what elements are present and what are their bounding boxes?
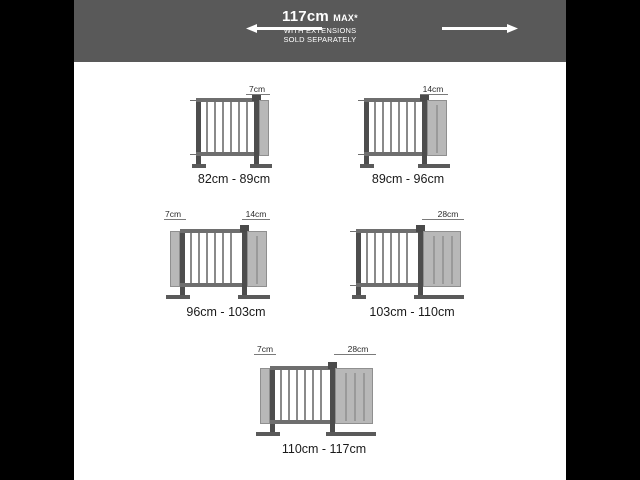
- max-width-suffix: MAX*: [333, 13, 358, 23]
- dimension-tick: [350, 285, 357, 286]
- gate-bar: [214, 233, 216, 283]
- gate-foot: [250, 164, 272, 168]
- gate-bar: [382, 102, 384, 152]
- gate-bar: [320, 370, 322, 420]
- gate-bar: [230, 102, 232, 152]
- gate-bar: [222, 233, 224, 283]
- config-5-right-label: 28cm: [347, 344, 369, 354]
- gate-foot: [326, 432, 376, 436]
- extension-bar: [256, 236, 258, 284]
- gate-foot: [414, 295, 464, 299]
- extension-right: [423, 231, 461, 287]
- extension-right: [259, 100, 269, 156]
- gate-bar: [406, 233, 408, 283]
- dimension-tick: [190, 154, 197, 155]
- gate-bar: [398, 233, 400, 283]
- config-5-left-label: 7cm: [256, 344, 274, 354]
- dimension-line: [422, 219, 464, 220]
- gate-bar: [238, 102, 240, 152]
- gate-bottom-rail: [356, 283, 422, 287]
- gate-foot: [238, 295, 270, 299]
- gate-bar: [304, 370, 306, 420]
- gate-bar: [414, 102, 416, 152]
- config-2-caption: 89cm - 96cm: [371, 172, 445, 186]
- gate-bar: [190, 233, 192, 283]
- header-subtitle: [74, 26, 566, 44]
- gate-bar: [214, 102, 216, 152]
- max-width-value: 117cm: [282, 8, 329, 25]
- gate-foot: [418, 164, 450, 168]
- dimension-line: [254, 354, 276, 355]
- gate-bar: [406, 102, 408, 152]
- gate-bar: [230, 233, 232, 283]
- header-banner: [74, 0, 566, 62]
- gate-bar: [198, 233, 200, 283]
- extension-bar: [436, 105, 438, 153]
- extension-bar: [451, 236, 453, 284]
- config-5-figure: [252, 344, 398, 438]
- dimension-line: [334, 354, 376, 355]
- dimension-tick: [190, 100, 197, 101]
- config-3-right-label: 14cm: [245, 209, 267, 219]
- config-row-2: [74, 205, 566, 330]
- config-2-right-label: 14cm: [422, 84, 444, 94]
- gate-bar: [312, 370, 314, 420]
- config-4-right-label: 28cm: [437, 209, 459, 219]
- gate-bar: [280, 370, 282, 420]
- extension-bar: [363, 373, 365, 421]
- config-1: [174, 80, 294, 200]
- header-subtitle-line2: SOLD SEPARATELY: [283, 35, 357, 44]
- config-4-caption: 103cm - 110cm: [369, 305, 455, 319]
- header-subtitle-line1: WITH EXTENSIONS: [283, 26, 357, 35]
- config-3-figure: [162, 209, 288, 301]
- config-5: [244, 340, 404, 465]
- config-3-left-label: 7cm: [164, 209, 182, 219]
- extension-left: [260, 368, 270, 424]
- dimension-line: [242, 219, 270, 220]
- gate-bar: [366, 233, 368, 283]
- config-row-3: [74, 340, 566, 465]
- gate-bar: [374, 233, 376, 283]
- extension-bar: [442, 236, 444, 284]
- gate-bar: [390, 233, 392, 283]
- gate-foot: [192, 164, 206, 168]
- dimension-tick: [350, 231, 357, 232]
- gate-bottom-rail: [364, 152, 426, 156]
- dimension-line: [420, 94, 448, 95]
- dimension-line: [246, 94, 270, 95]
- config-3-caption: 96cm - 103cm: [186, 305, 266, 319]
- gate-bar: [288, 370, 290, 420]
- extension-bar: [433, 236, 435, 284]
- extension-bar: [345, 373, 347, 421]
- gate-bar: [296, 370, 298, 420]
- gate-foot: [166, 295, 190, 299]
- dimension-line: [164, 219, 186, 220]
- gate-bottom-rail: [196, 152, 258, 156]
- gate-bar: [206, 233, 208, 283]
- config-1-caption: 82cm - 89cm: [197, 172, 271, 186]
- gate-bar: [382, 233, 384, 283]
- config-2-figure: [352, 84, 468, 168]
- gate-foot: [360, 164, 374, 168]
- gate-bar: [398, 102, 400, 152]
- config-2: [346, 80, 476, 200]
- gate-bar: [222, 102, 224, 152]
- gate-foot: [352, 295, 366, 299]
- dimension-tick: [358, 154, 365, 155]
- extension-right: [335, 368, 373, 424]
- gate-foot: [256, 432, 280, 436]
- extension-bar: [354, 373, 356, 421]
- config-row-1: [74, 80, 566, 200]
- diagram-sheet: [74, 0, 566, 480]
- extension-right: [247, 231, 267, 287]
- gate-bar: [374, 102, 376, 152]
- config-1-right-label: 7cm: [248, 84, 266, 94]
- extension-left: [170, 231, 180, 287]
- config-4-figure: [344, 209, 480, 301]
- gate-bar: [206, 102, 208, 152]
- config-5-caption: 110cm - 117cm: [281, 442, 367, 456]
- extension-right: [427, 100, 447, 156]
- gate-bar: [390, 102, 392, 152]
- gate-bottom-rail: [180, 283, 246, 287]
- gate-bottom-rail: [270, 420, 334, 424]
- config-3: [154, 205, 294, 330]
- config-1-figure: [184, 84, 288, 168]
- gate-bar: [246, 102, 248, 152]
- dimension-tick: [358, 100, 365, 101]
- config-4: [336, 205, 486, 330]
